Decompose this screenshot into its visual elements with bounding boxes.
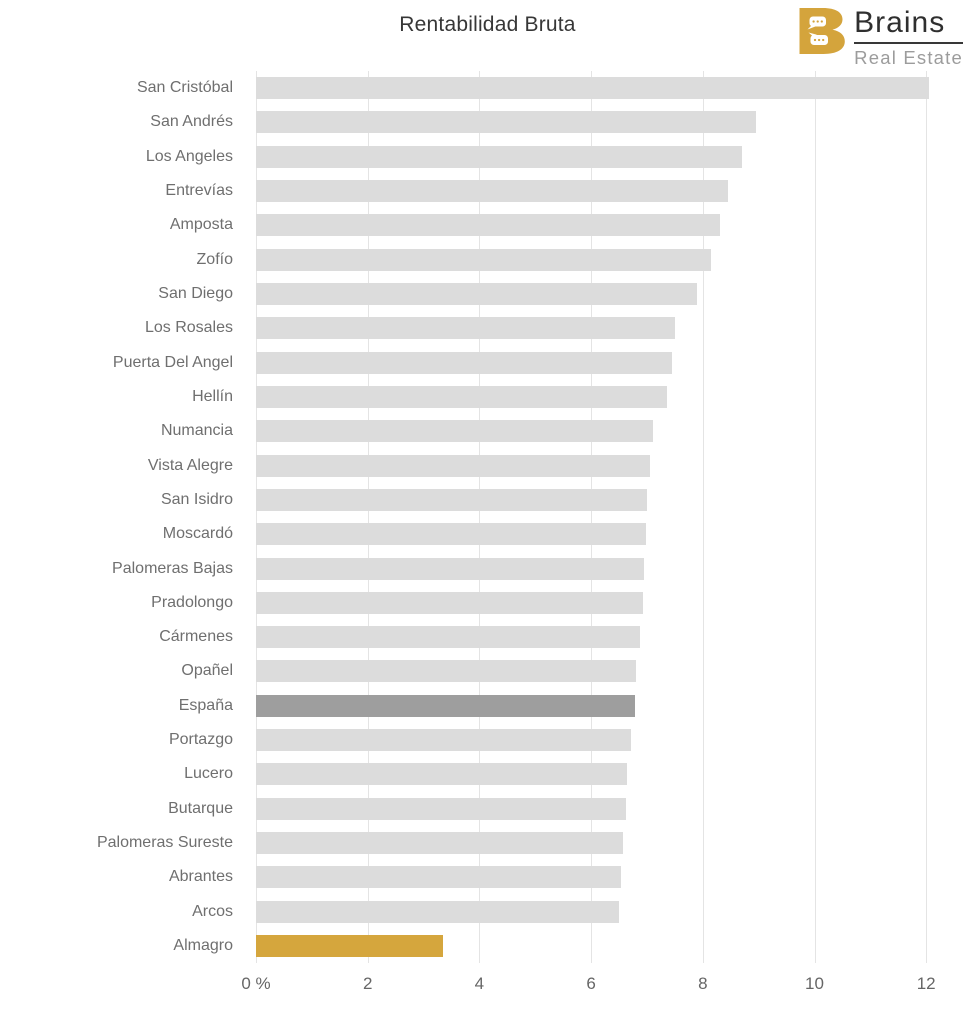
bar-abrantes[interactable] xyxy=(256,866,621,888)
bar-row xyxy=(0,483,940,517)
category-label-puerta-del-angel: Puerta Del Angel xyxy=(112,353,233,371)
bar-row xyxy=(0,243,940,277)
brains-logo xyxy=(797,8,963,69)
bar-row xyxy=(0,757,940,791)
bar-row xyxy=(0,895,940,929)
bar-row xyxy=(0,448,940,482)
x-tick-label-6: 6 xyxy=(586,974,596,993)
bar-rows xyxy=(0,71,940,963)
x-tick-label-4: 4 xyxy=(474,974,485,993)
category-label-almagro: Almagro xyxy=(173,936,233,954)
bar-row xyxy=(0,654,940,688)
category-label-los-angeles: Los Angeles xyxy=(145,147,233,165)
bar-entrevias[interactable] xyxy=(256,180,728,202)
category-label-numancia: Numancia xyxy=(160,422,233,440)
x-axis-labels xyxy=(241,974,940,998)
bar-row xyxy=(0,586,940,620)
bar-row xyxy=(0,517,940,551)
bar-los-angeles[interactable] xyxy=(256,146,742,168)
brains-logo-text xyxy=(854,8,963,69)
bar-puerta-del-angel[interactable] xyxy=(256,352,672,374)
bar-row xyxy=(0,71,940,105)
chart-title: Rentabilidad Bruta xyxy=(399,13,576,36)
category-label-san-diego: San Diego xyxy=(158,285,233,303)
bar-row xyxy=(0,208,940,242)
bar-row xyxy=(0,105,940,139)
bar-almagro[interactable] xyxy=(256,935,443,957)
bar-amposta[interactable] xyxy=(256,214,720,236)
bar-row xyxy=(0,311,940,345)
bar-row xyxy=(0,860,940,894)
brand-name: Brains xyxy=(854,8,963,44)
bar-row xyxy=(0,929,940,963)
category-label-arcos: Arcos xyxy=(192,902,233,920)
category-label-butarque: Butarque xyxy=(168,799,233,817)
bar-row xyxy=(0,551,940,585)
bar-san-isidro[interactable] xyxy=(256,489,647,511)
category-label-amposta: Amposta xyxy=(169,216,233,234)
x-tick-label-12: 12 xyxy=(916,974,936,993)
bar-row xyxy=(0,277,940,311)
bar-carmenes[interactable] xyxy=(256,626,640,648)
x-tick-label-2: 2 xyxy=(362,974,373,993)
b-glyph xyxy=(800,8,845,54)
bar-palomeras-sureste[interactable] xyxy=(256,832,623,854)
bar-row xyxy=(0,380,940,414)
bar-san-diego[interactable] xyxy=(256,283,697,305)
category-label-entrevias: Entrevías xyxy=(165,182,233,200)
bar-row xyxy=(0,792,940,826)
bar-opanel[interactable] xyxy=(256,660,636,682)
bar-row xyxy=(0,723,940,757)
bar-san-andres[interactable] xyxy=(256,111,756,133)
bar-portazgo[interactable] xyxy=(256,729,631,751)
category-label-lucero: Lucero xyxy=(184,765,233,783)
bar-lucero[interactable] xyxy=(256,763,627,785)
plot-area xyxy=(0,71,940,963)
category-label-carmenes: Cármenes xyxy=(159,628,233,646)
bar-moscardo[interactable] xyxy=(256,523,646,545)
category-label-zofio: Zofío xyxy=(196,250,233,268)
bar-espana[interactable] xyxy=(256,695,635,717)
category-label-san-andres: San Andrés xyxy=(150,113,233,131)
x-tick-label-10: 10 xyxy=(805,974,824,993)
category-label-palomeras-sureste: Palomeras Sureste xyxy=(96,834,233,852)
bar-butarque[interactable] xyxy=(256,798,626,820)
bar-numancia[interactable] xyxy=(256,420,653,442)
x-tick-label-0: 0 % xyxy=(241,974,271,993)
category-label-pradolongo: Pradolongo xyxy=(151,593,233,611)
category-label-vista-alegre: Vista Alegre xyxy=(147,456,233,474)
brand-subtitle: Real Estate xyxy=(854,47,963,68)
category-label-hellin: Hellín xyxy=(192,387,233,405)
bar-hellin[interactable] xyxy=(256,386,667,408)
bar-pradolongo[interactable] xyxy=(256,592,643,614)
category-label-espana: España xyxy=(178,696,233,714)
bar-row xyxy=(0,174,940,208)
bar-row xyxy=(0,346,940,380)
category-label-opanel: Opañel xyxy=(181,662,233,680)
category-label-los-rosales: Los Rosales xyxy=(144,319,233,337)
bar-palomeras-bajas[interactable] xyxy=(256,558,644,580)
bar-row xyxy=(0,620,940,654)
brains-b-icon xyxy=(797,8,845,54)
x-tick-label-8: 8 xyxy=(698,974,708,993)
bar-zofio[interactable] xyxy=(256,249,711,271)
category-label-san-cristobal: San Cristóbal xyxy=(136,79,233,97)
category-label-moscardo: Moscardó xyxy=(162,525,233,543)
bar-arcos[interactable] xyxy=(256,901,619,923)
bar-vista-alegre[interactable] xyxy=(256,455,650,477)
category-label-palomeras-bajas: Palomeras Bajas xyxy=(112,559,233,577)
bar-row xyxy=(0,140,940,174)
bar-row xyxy=(0,689,940,723)
category-label-san-isidro: San Isidro xyxy=(160,490,233,508)
bar-los-rosales[interactable] xyxy=(256,317,675,339)
bar-row xyxy=(0,414,940,448)
category-label-portazgo: Portazgo xyxy=(168,731,233,749)
bar-san-cristobal[interactable] xyxy=(256,77,929,99)
category-label-abrantes: Abrantes xyxy=(168,868,233,886)
bar-row xyxy=(0,826,940,860)
